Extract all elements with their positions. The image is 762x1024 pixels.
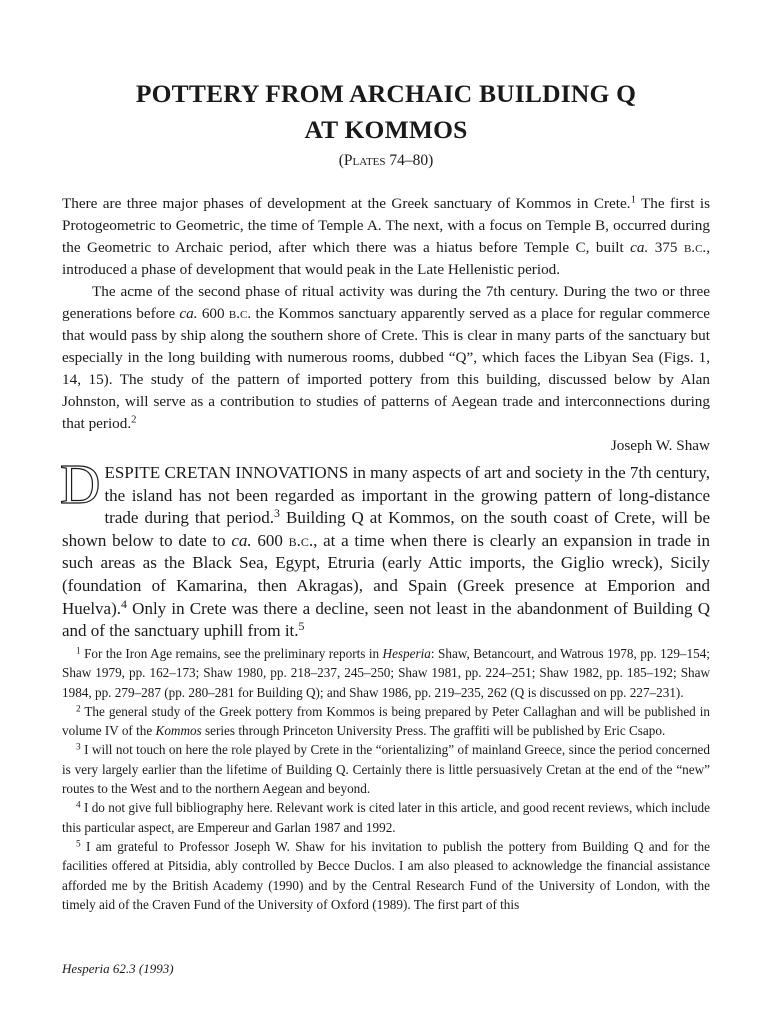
plates-label: Plates	[343, 152, 386, 169]
title-line-2: AT KOMMOS	[304, 115, 468, 144]
plates-range: 74–80)	[385, 152, 434, 169]
footnote-5: $^5$ I am grateful to Professor Joseph W. Shaw for his invitation to publish the pottery from Building Q and for the facilities offered at Pitsidia, ably controlled by Becce Duclos. I am also pleased to acknowledge the financial assistance afforded me by the British Academy (1990) and by the Central Research Fund of the University of London, with the timely aid of the Craven Fund of the University of Oxford (1989). The first part of this	[62, 838, 710, 912]
footnote-ref-5[interactable]: 5	[298, 619, 305, 634]
footnote-ref-2[interactable]: 2	[131, 414, 137, 426]
intro-author: Joseph W. Shaw	[610, 437, 710, 454]
main-text	[60, 454, 711, 643]
intro-paragraph-2: The acme of the second phase of ritual activity was during the 7th century. During the two or three generations before ca. 600 b.c. the Kommos sanctuary apparently served as a place for regular commerce that would pass by ship along the southern shore of Crete. This is clear in many parts of the sanctuary but especially in the long building with numerous rooms, dubbed “Q”, which faces the Libyan Sea (Figs. 1, 14, 15). The study of the pattern of imported pottery from this building, discussed below by Alan Johnston, will serve as a contribution to studies of patterns of Aegean trade and interconnections during that period.$^2$	[62, 283, 710, 432]
title-line-1: POTTERY FROM ARCHAIC BUILDING Q	[135, 79, 637, 108]
footnote-ref-1[interactable]: 1	[630, 194, 636, 206]
introduction	[62, 193, 710, 457]
plates-reference: (Plates 74–80)	[338, 152, 434, 169]
article-title	[62, 76, 710, 148]
footnote-4: $^4$ I do not give full bibliography here. Relevant work is cited later in this article, and good recent reviews, which include this particular aspect, are Empereur and Garlan 1987 and 1992.	[62, 799, 710, 835]
footnotes	[62, 644, 710, 914]
footnote-2: $^2$ The general study of the Greek pottery from Kommos is being prepared by Peter Callaghan and will be published in volume IV of the Kommos series through Princeton University Press. The graffiti will be published by Eric Csapo.	[62, 703, 710, 739]
lead-in: ESPITE CRETAN INNOVATIONS	[104, 463, 349, 482]
footnote-1: $^1$ For the Iron Age remains, see the preliminary reports in Hesperia: Shaw, Betancourt, and Watrous 1978, pp. 129–154; Shaw 1979, pp. 162–173; Shaw 1980, pp. 218–237, 245–250; Shaw 1981, pp. 224–251; Shaw 1982, pp. 185–192; Shaw 1984, pp. 279–287 (pp. 280–281 for Building Q); and Shaw 1986, pp. 219–235, 262 (Q is discussed on pp. 227–231).	[62, 645, 710, 700]
body-paragraph-1: DESPITE CRETAN INNOVATIONS in many aspects of art and society in the 7th century, the island has not been regarded as important in the growing pattern of long-distance trade during that period.$^3$ Building Q at Kommos, on the south coast of Crete, will be shown below to date to ca. 600 b.c., at a time when there is clearly an expansion in trade in such areas as the Black Sea, Egypt, Etruria (early Attic imports, the Giglio wreck), Sicily (foundation of Kamarina, then Akragas), and Spain (Greek presence at Emporion and Huelva).$^4$ Only in Crete was there a decline, seen not least in the abandonment of Building Q and of the sanctuary uphill from it.$^5$	[60, 454, 711, 641]
footnote-ref-4[interactable]: 4	[121, 596, 127, 611]
footnote-ref-3[interactable]: 3	[274, 506, 280, 521]
drop-cap: D	[60, 454, 101, 516]
journal-citation: Hesperia 62.3 (1993)	[62, 961, 174, 976]
intro-paragraph-1: There are three major phases of development at the Greek sanctuary of Kommos in Crete.$^1$ The first is Protogeometric to Geometric, the time of Temple A. The next, with a focus on Temple B, occurred during the Geometric to Archaic period, after which there was a hiatus before Temple C, built ca. 375 b.c., introduced a phase of development that would peak in the Late Hellenistic period.	[62, 194, 711, 278]
footnote-3: $^3$ I will not touch on here the role played by Crete in the “orientalizing” of mainland Greece, since the period concerned is very largely earlier than the lifetime of Building Q. Certainly there is little persuasively Cretan at the end of the “new” routes to the West and to the northern Aegean and beyond.	[62, 741, 710, 797]
